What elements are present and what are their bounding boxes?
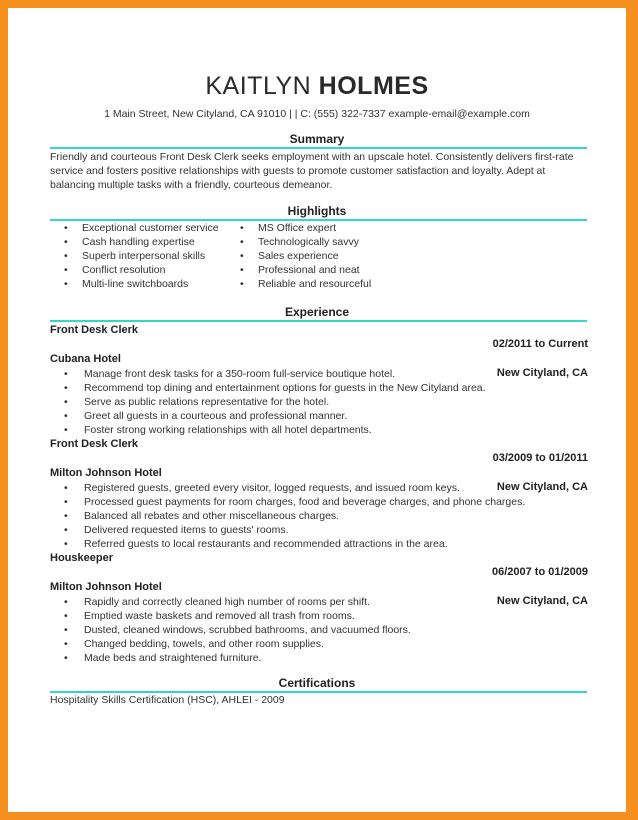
highlight-item: • Professional and neat — [238, 263, 438, 277]
highlights-left-list — [62, 221, 242, 291]
duty-item: • Rapidly and correctly cleaned high number of rooms per shift. — [62, 595, 492, 609]
experience-heading: Experience — [284, 305, 350, 319]
summary-heading: Summary — [289, 132, 345, 146]
duty-item: • Greet all guests in a courteous and professional manner. — [62, 409, 492, 423]
duty-item: • Referred guests to local restaurants and recommended attractions in the area. — [62, 537, 492, 551]
duty-item: • Emptied waste baskets and removed all trash from rooms. — [62, 609, 492, 623]
candidate-name — [8, 72, 626, 101]
job-employer: Milton Johnson Hotel — [50, 581, 162, 593]
duty-item: • Manage front desk tasks for a 350-room full-service boutique hotel. — [62, 367, 492, 381]
highlights-heading: Highlights — [287, 204, 347, 218]
duty-item: • Processed guest payments for room charges, food and beverage charges, and phone charges. — [62, 495, 492, 509]
job-location: New Cityland, CA — [496, 481, 588, 493]
certifications-divider — [50, 691, 587, 693]
duty-item: • Made beds and straightened furniture. — [62, 651, 492, 665]
contact-line: 1 Main Street, New Cityland, CA 91010 | | C: (555) 322-7337 example-email@example.com — [104, 108, 530, 120]
highlight-item: • Superb interpersonal skills — [62, 249, 242, 263]
last-name: HOLMES — [318, 72, 429, 100]
job-duties-list — [62, 595, 492, 665]
job-location: New Cityland, CA — [496, 367, 588, 379]
job-duties-list — [62, 481, 526, 551]
job-title: Front Desk Clerk — [50, 324, 139, 336]
highlights-right-list — [238, 221, 438, 291]
duty-item: • Recommend top dining and entertainment options for guests in the New Cityland area. — [62, 381, 492, 395]
duty-item: • Balanced all rebates and other miscellaneous charges. — [62, 509, 492, 523]
job-employer: Cubana Hotel — [50, 353, 121, 365]
experience-divider — [50, 320, 587, 322]
duty-item: • Dusted, cleaned windows, scrubbed bathrooms, and vacuumed floors. — [62, 623, 492, 637]
highlight-item: • Sales experience — [238, 249, 438, 263]
duty-item: • Foster strong working relationships with all hotel departments. — [62, 423, 492, 437]
duty-item: • Registered guests, greeted every visitor, logged requests, and issued room keys. — [62, 481, 492, 495]
first-name: KAITLYN — [205, 72, 312, 100]
job-employer: Milton Johnson Hotel — [50, 467, 162, 479]
duty-item: • Delivered requested items to guests' rooms. — [62, 523, 492, 537]
job-duties-list — [62, 367, 492, 437]
job-dates: 02/2011 to Current — [492, 338, 588, 350]
job-title: Front Desk Clerk — [50, 438, 139, 450]
duty-item: • Serve as public relations representative for the hotel. — [62, 395, 492, 409]
summary-text: Friendly and courteous Front Desk Clerk seeks employment with an upscale hotel. Consistently delivers first-rate service and fosters positive relationships with guests to promote customer satisfaction and loyalty. Adept at balancing multiple tasks with a friendly, courteous demeanor. — [50, 151, 574, 191]
highlight-item: • Multi-line switchboards — [62, 277, 242, 291]
job-location: New Cityland, CA — [496, 595, 588, 607]
highlight-item: • Cash handling expertise — [62, 235, 242, 249]
job-dates: 06/2007 to 01/2009 — [491, 566, 588, 578]
highlight-item: • MS Office expert — [238, 221, 438, 235]
job-dates: 03/2009 to 01/2011 — [492, 452, 588, 464]
highlight-item: • Reliable and resourceful — [238, 277, 438, 291]
highlight-item: • Exceptional customer service — [62, 221, 242, 235]
resume-page — [8, 8, 626, 812]
duty-item: • Changed bedding, towels, and other room supplies. — [62, 637, 492, 651]
job-title: Houskeeper — [50, 552, 113, 564]
highlight-item: • Technologically savvy — [238, 235, 438, 249]
certification-item: Hospitality Skills Certification (HSC), AHLEI - 2009 — [50, 694, 285, 706]
highlight-item: • Conflict resolution — [62, 263, 242, 277]
summary-divider — [50, 147, 587, 149]
certifications-heading: Certifications — [278, 676, 356, 690]
